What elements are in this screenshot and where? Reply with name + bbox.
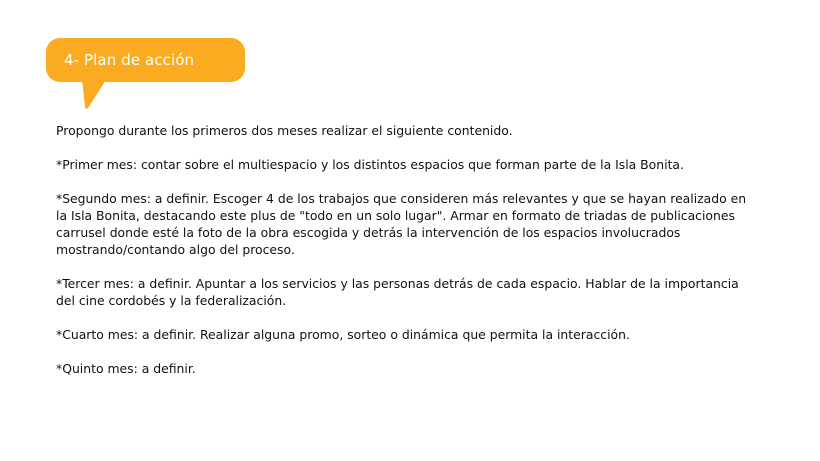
- paragraph-month-1: *Primer mes: contar sobre el multiespacio y los distintos espacios que forman parte de la Isla Bonita.: [56, 157, 684, 172]
- paragraph-month-3: *Tercer mes: a definir. Apuntar a los servicios y las personas detrás de cada espacio. Hablar de la importancia del cine cordobés y la federalización.: [56, 276, 739, 308]
- bubble-tail: [82, 80, 106, 110]
- slide-title: 4- Plan de acción: [64, 51, 195, 69]
- slide-body: [56, 122, 756, 394]
- paragraph-month-5: *Quinto mes: a definir.: [56, 361, 196, 376]
- title-bubble: [46, 38, 245, 82]
- paragraph-month-4: *Cuarto mes: a definir. Realizar alguna promo, sorteo o dinámica que permita la interacción.: [56, 327, 630, 342]
- paragraph-month-2: *Segundo mes: a definir. Escoger 4 de los trabajos que consideren más relevantes y que se hayan realizado en la Isla Bonita, destacando este plus de "todo en un solo lugar". Armar en formato de triadas de publicaciones carrusel donde esté la foto de la obra escogida y detrás la intervención de los espacios involucrados mostrando/contando algo del proceso.: [56, 191, 747, 257]
- paragraph-intro: Propongo durante los primeros dos meses realizar el siguiente contenido.: [56, 123, 513, 138]
